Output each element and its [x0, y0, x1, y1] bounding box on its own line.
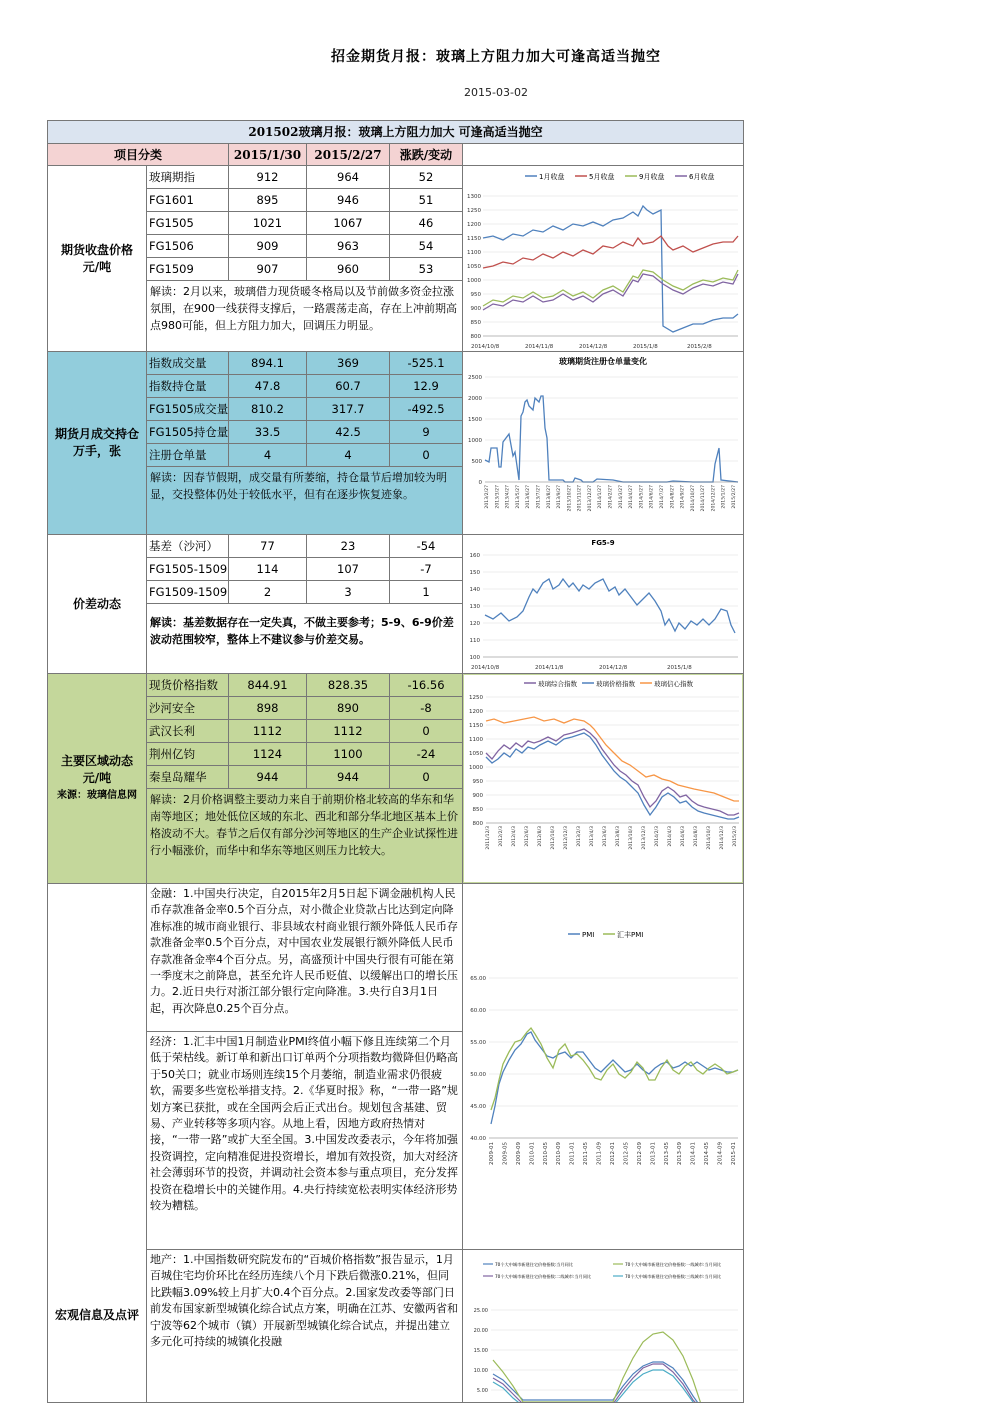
row-name: 指数持仓量: [147, 375, 229, 397]
series-warehouse-receipts: [485, 396, 738, 482]
housing-price-chart-svg: [463, 1250, 743, 1403]
row-value-2: 23: [307, 535, 390, 557]
x-tick: 2015/1/27: [721, 485, 727, 509]
series-9m: [483, 270, 738, 306]
y-tick: 55.00: [470, 1040, 486, 1046]
row-name: 武汉长利: [147, 720, 229, 742]
legend-label: 6月收盘: [689, 173, 715, 181]
row-value-2: 963: [307, 235, 390, 257]
row-change: -492.5: [390, 398, 463, 420]
section-futures-price: [48, 166, 743, 352]
x-axis-ticks: [485, 826, 738, 850]
row-value-2: 944: [307, 766, 390, 788]
x-tick: 2014/3/27: [618, 485, 624, 509]
y-tick: 40.00: [470, 1136, 486, 1142]
table-row: [147, 235, 463, 258]
x-tick: 2013/6/3: [603, 826, 608, 847]
category-macro: [48, 884, 147, 1403]
section-spread: [48, 535, 743, 674]
chart-legend: [525, 172, 714, 181]
x-tick: 2014/4/27: [629, 485, 635, 509]
x-axis-ticks: [484, 485, 737, 512]
row-value-2: 4: [307, 444, 390, 466]
x-tick: 2012/4/3: [512, 826, 517, 847]
y-tick: 850: [472, 807, 483, 813]
y-tick: 950: [472, 779, 483, 785]
macro-realestate-text: 地产：1.中国指数研究院发布的“百城价格指数”报告显示，1月百城住宅均价环比在经历连续八个月下跌后微涨0.21%，但同比跌幅3.09%较上月扩大0.4个百分点。2.国家发改委等部门日前发布国家新型城镇化综合试点方案，明确在江苏、安徽两省和宁波等62个城市（镇）开展新型城镇化综合试点，并提出建立多元化可持续的城镇化投融: [147, 1250, 463, 1403]
y-tick: 1200: [469, 709, 483, 715]
category-volume: [48, 352, 147, 534]
x-tick: 2011-09: [596, 1142, 603, 1165]
y-tick: 100: [469, 655, 480, 661]
header-change: 涨跌/变动: [390, 144, 463, 166]
row-change: 0: [390, 444, 463, 466]
x-tick: 2015/1/8: [667, 665, 692, 671]
x-tick: 2012-05: [623, 1142, 630, 1165]
legend-label: 玻璃信心指数: [654, 680, 693, 688]
category-futures-price: [48, 166, 147, 351]
y-tick: 1250: [469, 695, 483, 701]
y-tick: 900: [472, 793, 483, 799]
x-tick: 2014/8/27: [670, 485, 676, 509]
report-banner: 201502玻璃月报：玻璃上方阻力加大 可逢高适当抛空: [48, 121, 743, 144]
x-tick: 2013/8/3: [616, 826, 621, 847]
row-name: 玻璃期指: [147, 166, 229, 188]
series-pmi: [491, 1032, 738, 1124]
row-value-1: 907: [229, 258, 307, 280]
table-row: [147, 212, 463, 235]
row-change: -24: [390, 743, 463, 765]
x-tick: 2014/5/27: [639, 485, 645, 509]
row-name: 指数成交量: [147, 352, 229, 374]
x-tick: 2010-05: [542, 1142, 549, 1165]
x-tick: 2013/12/3: [642, 826, 647, 850]
y-tick: 800: [470, 334, 481, 340]
row-name: 沙河安全: [147, 697, 229, 719]
table-row: [147, 697, 463, 720]
row-change: 0: [390, 720, 463, 742]
row-value-1: 1112: [229, 720, 307, 742]
y-tick: 5.00: [476, 1388, 488, 1394]
y-tick: 130: [469, 604, 480, 610]
x-tick: 2014/4/3: [668, 826, 673, 847]
row-name: FG1509: [147, 258, 229, 280]
x-tick: 2013/12/27: [587, 485, 593, 512]
x-tick: 2014/12/27: [711, 485, 717, 512]
warehouse-receipt-chart: [463, 352, 743, 534]
row-value-2: 107: [307, 558, 390, 580]
series-1m: [483, 206, 738, 332]
y-tick: 1200: [467, 222, 481, 228]
legend-label: 9月收盘: [639, 173, 665, 181]
data-source: 来源：玻璃信息网: [57, 790, 137, 801]
x-tick: 2014/8/3: [694, 826, 699, 847]
x-tick: 2014/10/8: [471, 665, 500, 671]
row-change: 0: [390, 766, 463, 788]
futures-note: 解读：2月以来，玻璃借力现货暖冬格局以及节前做多资金拉涨氛围，在900一线获得支撑后，一路震荡走高，存在上冲前期高点980可能，但上方阻力加大，回调压力明显。: [147, 281, 463, 351]
x-tick: 2009-09: [515, 1142, 522, 1165]
series-confidence-index: [486, 717, 739, 801]
x-tick: 2015/2/8: [687, 344, 712, 350]
x-tick: 2013/6/27: [526, 485, 532, 509]
row-name: FG1601: [147, 189, 229, 211]
x-tick: 2012/6/3: [525, 826, 530, 847]
row-value-1: 810.2: [229, 398, 307, 420]
table-row: [147, 720, 463, 743]
header-chart-area: [463, 144, 743, 166]
y-tick: 1000: [469, 765, 483, 771]
x-tick: 2013/2/3: [577, 826, 582, 847]
x-tick: 2013/10/27: [567, 485, 573, 512]
row-value-2: 1112: [307, 720, 390, 742]
row-value-2: 964: [307, 166, 390, 188]
x-tick: 2015-01: [731, 1142, 737, 1165]
x-tick: 2013/4/3: [590, 826, 595, 847]
x-tick: 2012/8/3: [538, 826, 543, 847]
y-tick: 10.00: [473, 1368, 488, 1374]
row-name: 基差（沙河）: [147, 535, 229, 557]
glass-index-chart-svg: [464, 675, 742, 883]
row-value-2: 42.5: [307, 421, 390, 443]
y-tick: 140: [469, 587, 480, 593]
chart-legend: [524, 679, 694, 688]
x-tick: 2012-01: [610, 1142, 616, 1165]
chart-legend: [483, 1261, 722, 1280]
row-value-2: 1067: [307, 212, 390, 234]
row-change: -525.1: [390, 352, 463, 374]
x-tick: 2014/2/3: [655, 826, 660, 847]
table-row: [147, 258, 463, 281]
y-tick: 25.00: [473, 1308, 488, 1314]
y-tick: 1100: [469, 737, 483, 743]
row-value-1: 1124: [229, 743, 307, 765]
legend-label: 5月收盘: [589, 173, 615, 181]
y-tick: 850: [470, 320, 481, 326]
series-tier3: [493, 1370, 703, 1403]
x-tick: 2015/2/3: [733, 826, 738, 847]
y-tick: 150: [469, 570, 480, 576]
legend-label: 70个大中城市新建住宅价格指数:一线城市:当月同比: [625, 1262, 722, 1267]
x-tick: 2013-05: [663, 1142, 670, 1165]
row-change: 51: [390, 189, 463, 211]
row-change: 46: [390, 212, 463, 234]
row-name: 荆州亿钧: [147, 743, 229, 765]
table-row: [147, 189, 463, 212]
row-value-1: 2: [229, 581, 307, 603]
x-axis-ticks: [489, 1142, 737, 1165]
x-tick: 2014/9/27: [680, 485, 686, 509]
row-change: 1: [390, 581, 463, 603]
x-tick: 2014/10/3: [707, 826, 712, 850]
row-value-2: 828.35: [307, 674, 390, 696]
spread-note: 解读：基差数据存在一定失真，不做主要参考；5-9、6-9价差波动范围较窄，整体上不建议参与价差交易。: [147, 604, 463, 673]
section-volume: [48, 352, 743, 535]
row-value-2: 960: [307, 258, 390, 280]
row-change: -7: [390, 558, 463, 580]
category-unit: 元/吨: [82, 771, 112, 785]
category-label: 宏观信息及点评: [54, 1308, 139, 1322]
x-tick: 2009-05: [502, 1142, 509, 1165]
x-tick: 2009-01: [489, 1142, 495, 1165]
fg59-spread-chart: [463, 535, 743, 673]
y-tick: 1250: [467, 208, 481, 214]
x-tick: 2012/12/3: [564, 826, 569, 850]
table-row: [147, 581, 463, 604]
x-tick: 2011-01: [569, 1142, 576, 1165]
y-tick: 950: [470, 292, 481, 298]
row-change: -54: [390, 535, 463, 557]
row-value-2: 60.7: [307, 375, 390, 397]
category-unit: 元/吨: [82, 259, 112, 274]
x-tick: 2010-09: [556, 1142, 563, 1165]
legend-label: 70个大中城市新建住宅价格指数:二线城市:当月同比: [495, 1274, 592, 1279]
row-value-2: 946: [307, 189, 390, 211]
y-tick: 15.00: [473, 1348, 488, 1354]
y-tick: 110: [469, 638, 480, 644]
section-macro: [48, 884, 743, 1403]
row-value-1: 898: [229, 697, 307, 719]
x-tick: 2014-05: [704, 1142, 711, 1165]
x-tick: 2013/2/27: [485, 485, 490, 509]
y-tick: 160: [469, 553, 480, 559]
futures-price-chart: [463, 166, 743, 351]
table-row: [147, 674, 463, 697]
row-name: 注册仓单量: [147, 444, 229, 466]
x-tick: 2014-09: [717, 1142, 724, 1165]
x-tick: 2014/7/27: [659, 485, 665, 509]
row-value-2: 3: [307, 581, 390, 603]
x-tick: 2012/2/3: [499, 826, 504, 847]
x-tick: 2012-09: [636, 1142, 643, 1165]
row-change: 52: [390, 166, 463, 188]
y-tick: 1100: [467, 250, 481, 256]
report-table: [47, 120, 744, 1403]
x-tick: 2013/4/27: [505, 485, 511, 509]
table-row: [147, 743, 463, 766]
category-label: 期货收盘价格: [60, 242, 133, 257]
table-row: [147, 375, 463, 398]
header-date-1: 2015/1/30: [229, 144, 307, 166]
y-tick: 45.00: [470, 1104, 486, 1110]
legend-label: 70个大中城市新建住宅价格指数:当月同比: [495, 1262, 573, 1267]
category-label: 期货月成交持仓: [54, 427, 139, 441]
x-tick: 2013/3/27: [495, 485, 501, 509]
x-tick: 2010-01: [529, 1142, 536, 1165]
chart-title: 玻璃期货注册仓单量变化: [559, 357, 647, 366]
row-name: FG1505成交量: [147, 398, 229, 420]
x-tick: 2013-09: [677, 1142, 684, 1165]
category-label: 价差动态: [72, 596, 121, 611]
y-tick: 20.00: [473, 1328, 488, 1334]
x-tick: 2011/12/3: [486, 826, 491, 850]
y-tick: 800: [472, 821, 483, 827]
row-value-1: 77: [229, 535, 307, 557]
table-row: [147, 558, 463, 581]
x-tick: 2013/5/27: [515, 485, 521, 509]
category-spread: [48, 535, 147, 673]
table-row: [147, 398, 463, 421]
y-tick: 65.00: [470, 976, 486, 982]
row-name: FG1505: [147, 212, 229, 234]
row-change: 53: [390, 258, 463, 280]
header-category: 项目分类: [48, 144, 229, 166]
y-tick: 1050: [469, 751, 483, 757]
row-value-1: 944: [229, 766, 307, 788]
x-tick: 2014-01: [690, 1142, 697, 1165]
x-tick: 2014/11/8: [525, 344, 554, 350]
table-row: [147, 421, 463, 444]
document-date: 2015-03-02: [464, 86, 528, 99]
chart-title: FG5-9: [591, 539, 615, 547]
series-composite-index: [486, 729, 739, 815]
y-tick: 50.00: [470, 1072, 486, 1078]
legend-label: 汇丰PMI: [617, 931, 644, 939]
series-70city: [493, 1362, 703, 1403]
row-value-1: 1021: [229, 212, 307, 234]
legend-label: 1月收盘: [539, 173, 565, 181]
category-label: 主要区域动态: [60, 754, 133, 768]
row-change: 12.9: [390, 375, 463, 397]
pmi-chart-svg: [463, 884, 743, 1249]
x-tick: 2015/2/27: [732, 485, 737, 509]
header-date-2: 2015/2/27: [307, 144, 390, 166]
x-tick: 2014/11/27: [701, 485, 707, 512]
table-row: [147, 535, 463, 558]
row-value-1: 114: [229, 558, 307, 580]
row-value-1: 844.91: [229, 674, 307, 696]
row-value-1: 909: [229, 235, 307, 257]
y-tick: 1300: [467, 194, 481, 200]
x-tick: 2014/12/8: [599, 665, 628, 671]
macro-economy-text: 经济：1.汇丰中国1月制造业PMI终值小幅下修且连续第二个月低于荣枯线。新订单和新出口订单两个分项指数均微降但仍略高于50关口；就业市场则连续15个月萎缩，制造业需求仍很疲软，需要多些宽松举措支持。2.《华夏时报》称，“一带一路”规划方案已获批，或在全国两会后正式出台。规划包含基建、贸易、产业转移等多项内容。从地上看，因地方政府热情对接，“一带一路”或扩大至全国。3.中国发改委表示，今年将加强投资调控，定向精准促进投资增长，增加有效投资，加大对经济社会薄弱环节的投资，并调动社会资本参与重点项目，充分发挥投资在稳增长中的关键作用。4.央行持续宽松表明实体经济形势较为糟糕。: [147, 1032, 463, 1250]
row-value-2: 317.7: [307, 398, 390, 420]
category-regional: [48, 674, 147, 883]
row-name: 现货价格指数: [147, 674, 229, 696]
warehouse-receipt-chart-svg: [463, 352, 743, 534]
row-value-1: 894.1: [229, 352, 307, 374]
fg59-spread-chart-svg: [463, 535, 743, 673]
row-change: -8: [390, 697, 463, 719]
row-change: 9: [390, 421, 463, 443]
table-row: [147, 444, 463, 467]
y-tick: 1000: [468, 438, 482, 444]
y-tick: 120: [469, 621, 480, 627]
x-tick: 2012/10/3: [551, 826, 556, 850]
x-tick: 2014/10/8: [471, 344, 500, 350]
x-tick: 2013/9/27: [557, 485, 563, 509]
table-row: [147, 166, 463, 189]
y-tick: 1500: [468, 417, 482, 423]
y-tick: 900: [470, 306, 481, 312]
volume-note: 解读：因春节假期，成交量有所萎缩，持仓量节后增加较为明显，交投整体仍处于较低水平，但有在逐步恢复迹象。: [147, 467, 463, 534]
housing-price-chart: [463, 1250, 743, 1403]
x-tick: 2013/8/27: [546, 485, 552, 509]
row-name: FG1505持仓量: [147, 421, 229, 443]
table-row: [147, 352, 463, 375]
legend-label: 玻璃综合指数: [538, 680, 577, 688]
x-tick: 2013/10/3: [629, 826, 634, 850]
row-value-2: 890: [307, 697, 390, 719]
category-unit: 万手，张: [72, 444, 121, 458]
y-tick: 2500: [468, 375, 482, 381]
row-value-1: 912: [229, 166, 307, 188]
y-tick: 60.00: [470, 1008, 486, 1014]
y-tick: 1150: [467, 236, 481, 242]
x-tick: 2014/6/27: [649, 485, 655, 509]
x-tick: 2013-01: [650, 1142, 657, 1165]
x-tick: 2013/11/27: [577, 485, 583, 512]
legend-label: 玻璃价格指数: [596, 680, 635, 688]
series-hsbc-pmi: [491, 1028, 738, 1110]
row-name: FG1509-1509: [147, 581, 229, 603]
x-tick: 2013/7/27: [536, 485, 542, 509]
x-tick: 2014/1/27: [598, 485, 604, 509]
row-change: -16.56: [390, 674, 463, 696]
series-6m: [483, 274, 738, 310]
x-tick: 2014/12/8: [579, 344, 608, 350]
row-value-2: 369: [307, 352, 390, 374]
glass-index-chart: [463, 674, 743, 883]
chart-legend: [568, 930, 643, 939]
y-tick: 1050: [467, 264, 481, 270]
x-tick: 2014/12/3: [720, 826, 725, 850]
legend-label: PMI: [582, 931, 595, 939]
y-tick: 1150: [469, 723, 483, 729]
x-tick: 2015/1/8: [633, 344, 658, 350]
x-tick: 2014/10/27: [690, 485, 696, 512]
table-row: [147, 766, 463, 789]
section-regional: [48, 674, 743, 884]
row-name: FG1505-1509: [147, 558, 229, 580]
row-name: FG1506: [147, 235, 229, 257]
x-tick: 2014/6/3: [681, 826, 686, 847]
y-tick: 2000: [468, 396, 482, 402]
pmi-chart: [463, 884, 743, 1250]
row-change: 54: [390, 235, 463, 257]
row-value-2: 1100: [307, 743, 390, 765]
row-value-1: 33.5: [229, 421, 307, 443]
regional-note: 解读：2月价格调整主要动力来自于前期价格北较高的华东和华南等地区；地处低位区域的东北、西北和部分华北地区基本上价格波动不大。春节之后仅有部分沙河等地区的生产企业试探性进行小幅涨价，而华中和华东等地区则压力比较大。: [147, 789, 463, 883]
x-tick: 2011-05: [583, 1142, 590, 1165]
futures-price-chart-svg: [463, 166, 743, 351]
row-name: 秦皇岛耀华: [147, 766, 229, 788]
y-tick: 1000: [467, 278, 481, 284]
document-title: 招金期货月报：玻璃上方阻力加大可逢高适当抛空: [331, 49, 661, 65]
macro-finance-text: 金融：1.中国央行决定，自2015年2月5日起下调金融机构人民币存款准备金率0.5个百分点，对小微企业贷款占比达到定向降准标准的城市商业银行、非县域农村商业银行额外降低人民币存款准备金率0.5个百分点，对中国农业发展银行额外降低人民币存款准备金率4个百分点。另，高盛预计中国央行很有可能在第一季度末之前降息，甚至允许人民币贬值、以缓解出口的增长压力。2.近日央行对浙江部分银行定向降准。3.央行自3月1日起，再次降息0.25个百分点。: [147, 884, 463, 1032]
row-value-1: 4: [229, 444, 307, 466]
y-tick: 500: [471, 459, 482, 465]
x-tick: 2014/11/8: [535, 665, 564, 671]
x-tick: 2014/2/27: [608, 485, 614, 509]
legend-label: 70个大中城市新建住宅价格指数:三线城市:当月同比: [625, 1274, 722, 1279]
row-value-1: 47.8: [229, 375, 307, 397]
y-tick: 0: [478, 480, 482, 486]
row-value-1: 895: [229, 189, 307, 211]
